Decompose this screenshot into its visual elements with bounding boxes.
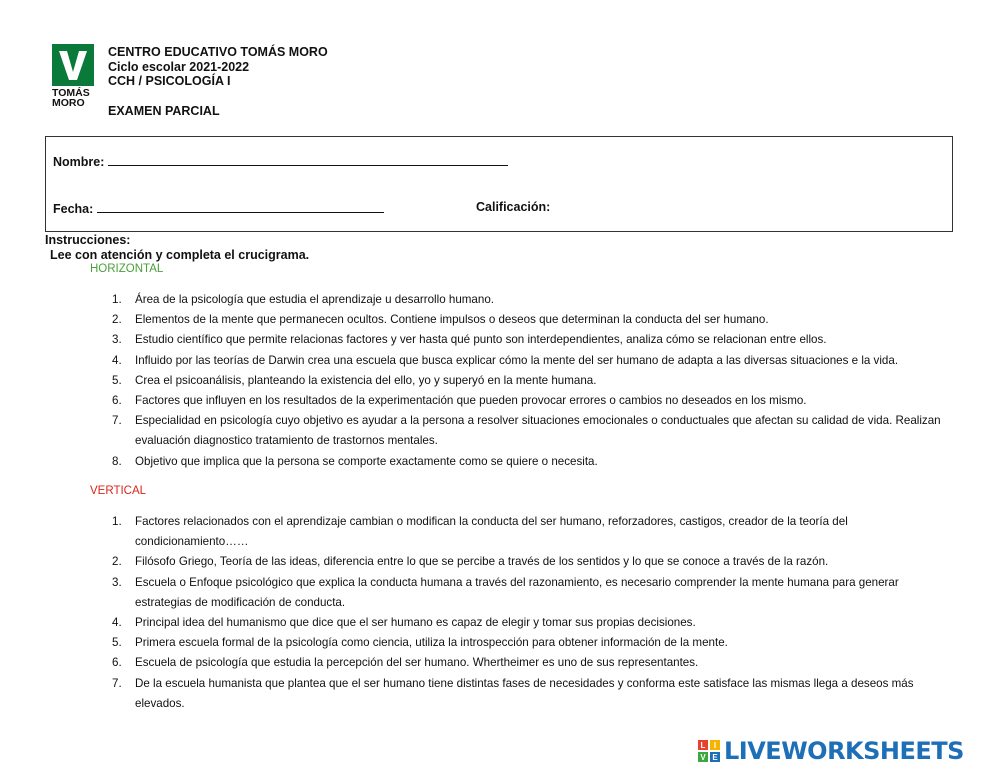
horizontal-section-title: HORIZONTAL (90, 263, 164, 275)
clue-text: Crea el psicoanálisis, planteando la existencia del ello, yo y superyó en la mente humana. (135, 373, 597, 387)
vertical-clue-3 (112, 573, 952, 613)
horizontal-clue-7 (112, 411, 952, 451)
logo-wordmark (52, 88, 96, 108)
student-info-box (45, 136, 953, 232)
instructions-title: Instrucciones: (45, 233, 131, 247)
name-field[interactable] (108, 153, 508, 166)
clue-text: Estudio científico que permite relacionas factores y ver hasta qué punto son interdependientes, analiza cómo se relacionan entre ellos. (135, 333, 827, 347)
clue-text: Escuela o Enfoque psicológico que explica la conducta humana a través del razonamiento, es necesario comprender la mente humana para generar estrategias de modificación de conducta. (135, 575, 899, 609)
vertical-clue-5 (112, 633, 952, 653)
clue-text: Influido por las teorías de Darwin crea una escuela que busca explicar cómo la mente del ser humano de adapta a las diversas situaciones e la vida. (135, 353, 899, 367)
clue-number: 3. (112, 575, 122, 589)
horizontal-clues-list (112, 290, 952, 472)
clue-number: 1. (112, 293, 122, 306)
horizontal-clue-3 (112, 330, 952, 350)
name-label: Nombre: (53, 155, 105, 169)
grade-row (476, 200, 550, 214)
clue-text: Principal idea del humanismo que dice que el ser humano es capaz de elegir y tomar sus propias decisiones. (135, 616, 696, 630)
clue-text: Especialidad en psicología cuyo objetivo es ayudar a la persona a resolver situaciones emocionales o conductuales que afectan su calidad de vida. Realizan evaluación diagnostico tratamiento de trastornos mentales. (135, 414, 941, 448)
liveworksheets-icon-letter: E (710, 752, 720, 762)
school-name: CENTRO EDUCATIVO TOMÁS MORO (108, 45, 328, 59)
clue-number: 6. (112, 394, 122, 408)
clue-number: 4. (112, 353, 122, 367)
vertical-clue-1 (112, 512, 952, 552)
vertical-clue-7 (112, 674, 952, 714)
horizontal-clue-5 (112, 371, 952, 391)
liveworksheets-icon-letter: L (698, 740, 708, 750)
clue-number: 7. (112, 676, 122, 690)
clue-number: 2. (112, 313, 122, 327)
horizontal-clue-6 (112, 391, 952, 411)
clue-number: 4. (112, 616, 122, 630)
clue-number: 7. (112, 414, 122, 428)
vertical-clue-6 (112, 653, 952, 673)
grade-label: Calificación: (476, 200, 551, 214)
liveworksheets-icon-letter: I (710, 740, 720, 750)
clue-number: 2. (112, 555, 122, 569)
liveworksheets-text: LIVEWORKSHEETS (724, 737, 964, 765)
liveworksheets-logo-icon (698, 740, 720, 762)
logo-line-2: MORO (52, 97, 85, 109)
liveworksheets-icon-letter: V (698, 752, 708, 762)
clue-text: Escuela de psicología que estudia la percepción del ser humano. Whertheimer es uno de sus representantes. (135, 656, 699, 670)
clue-number: 3. (112, 333, 122, 347)
clue-text: Factores que influyen en los resultados de la experimentación que pueden provocar errores o cambios no deseados en los mismo. (135, 394, 807, 408)
vertical-section-title: VERTICAL (90, 485, 147, 497)
clue-text: De la escuela humanista que plantea que el ser humano tiene distintas fases de necesidades y conforma este satisface las mismas llega a deseos más elevados. (135, 676, 914, 710)
school-logo (52, 44, 96, 108)
vertical-clue-2 (112, 552, 952, 572)
horizontal-clue-4 (112, 351, 952, 371)
horizontal-clue-1 (112, 290, 952, 310)
vertical-clues-list (112, 512, 952, 714)
clue-number: 1. (112, 515, 122, 528)
date-field[interactable] (97, 200, 384, 213)
clue-text: Factores relacionados con el aprendizaje cambian o modifican la conducta del ser humano, reforzadores, castigos, creador de la teoría del condicionamiento…… (135, 515, 848, 549)
logo-emblem-icon (52, 44, 94, 86)
clue-text: Elementos de la mente que permanecen ocultos. Contiene impulsos o deseos que determinan la conducta del ser humano. (135, 313, 769, 327)
liveworksheets-watermark (698, 736, 964, 766)
school-cycle: Ciclo escolar 2021-2022 (108, 59, 250, 74)
exam-title: EXAMEN PARCIAL (108, 104, 220, 118)
clue-number: 5. (112, 373, 122, 387)
logo-line-1: TOMÁS (52, 87, 90, 99)
course-name: CCH / PSICOLOGÍA I (108, 74, 231, 88)
document-header (108, 45, 328, 89)
clue-text: Filósofo Griego, Teoría de las ideas, diferencia entre lo que se percibe a través de los sentidos y lo que se conoce a través de la razón. (135, 555, 829, 569)
clue-text: Objetivo que implica que la persona se comporte exactamente como se quiere o necesita. (135, 454, 598, 468)
horizontal-clue-8 (112, 452, 952, 472)
date-label: Fecha: (53, 202, 94, 216)
date-row (53, 200, 384, 216)
instructions-text: Lee con atención y completa el crucigrama. (50, 248, 310, 262)
name-row (53, 153, 508, 169)
clue-number: 5. (112, 636, 122, 650)
clue-number: 6. (112, 656, 122, 670)
clue-text: Área de la psicología que estudia el aprendizaje u desarrollo humano. (135, 293, 494, 306)
vertical-clue-4 (112, 613, 952, 633)
clue-text: Primera escuela formal de la psicología como ciencia, utiliza la introspección para obtener información de la mente. (135, 636, 728, 650)
clue-number: 8. (112, 454, 122, 468)
horizontal-clue-2 (112, 310, 952, 330)
